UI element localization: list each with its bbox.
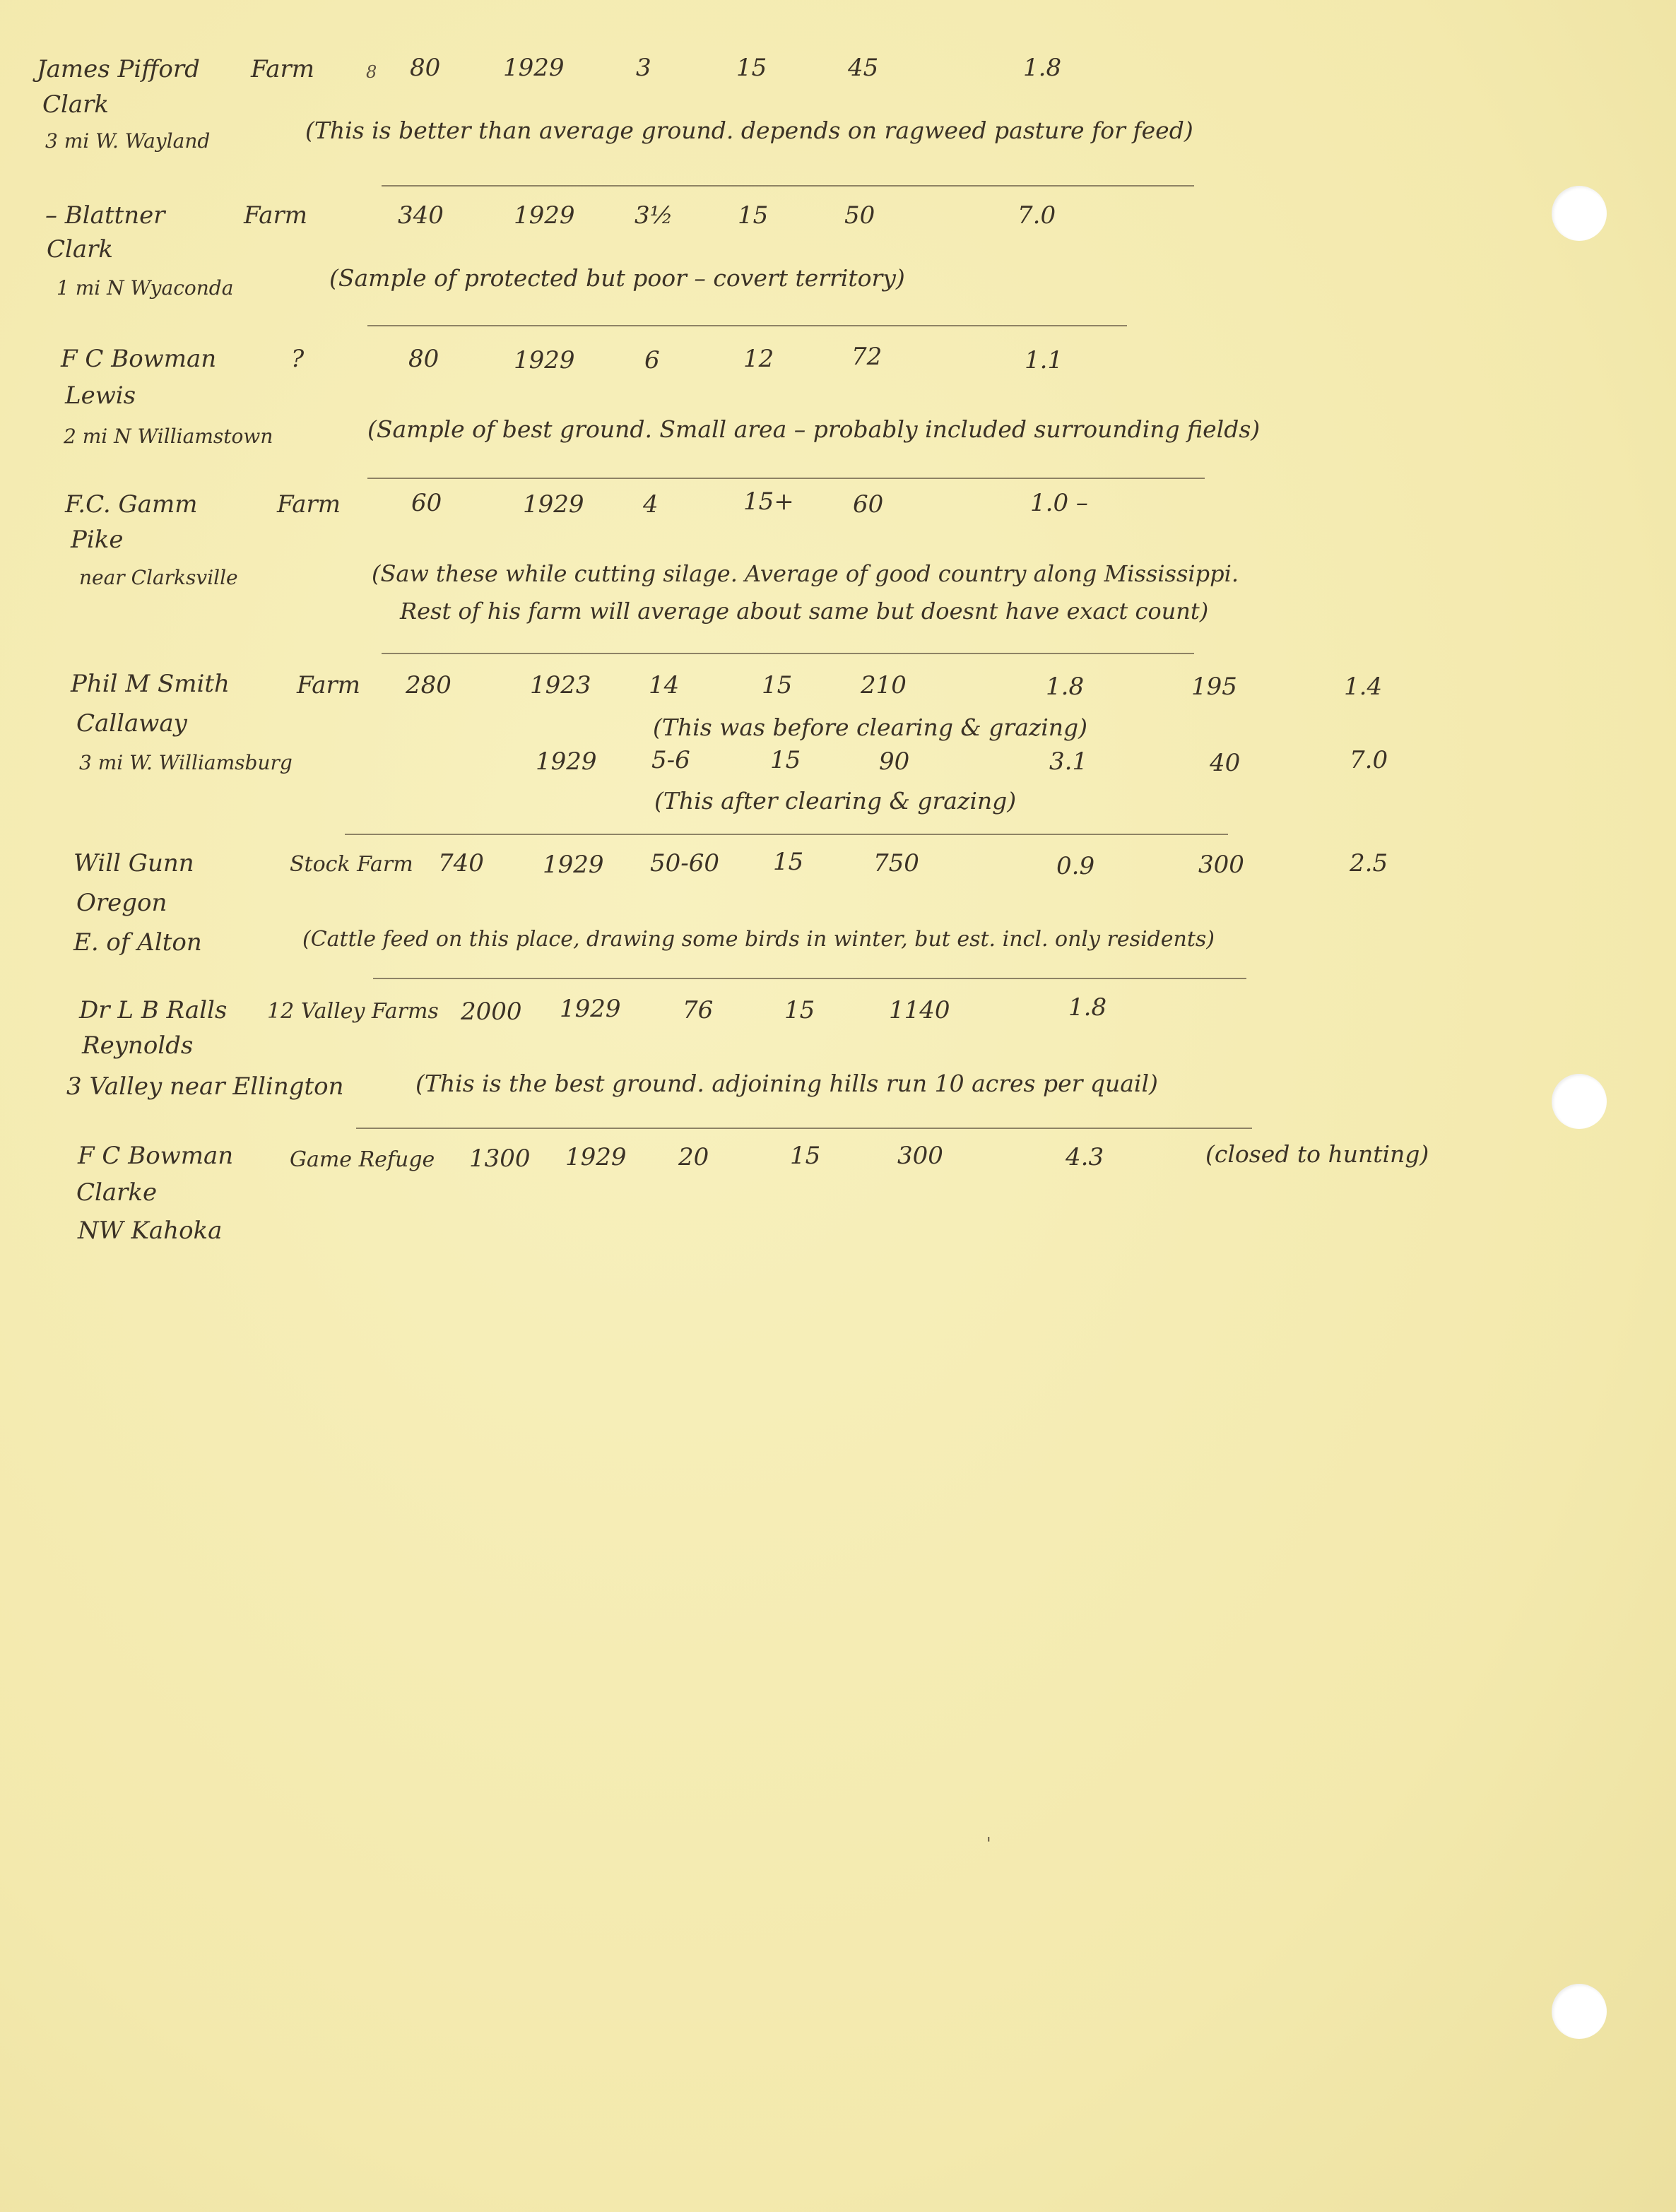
entry-owner: Will Gunn: [73, 849, 194, 877]
entry-location: 2 mi N Williamstown: [64, 425, 273, 448]
entry-acres: 80: [408, 345, 439, 373]
entry-county: Clark: [42, 90, 110, 119]
margin-mark: 8: [366, 62, 377, 82]
entry-birds-per-covey: 15: [784, 996, 815, 1024]
entry-birds-per-covey: 15: [790, 1142, 821, 1170]
divider-rule: [373, 978, 1246, 979]
entry-birds: 210: [861, 671, 907, 699]
entry-year: 1929: [503, 54, 565, 82]
entry-birds: 90: [879, 747, 910, 776]
entry-location: 3 mi W. Williamsburg: [79, 751, 293, 774]
entry-coveys: 3: [636, 54, 651, 82]
entry-type: Game Refuge: [290, 1147, 435, 1172]
entry-acres-per-bird: 3.1: [1049, 747, 1088, 776]
entry-owner: F C Bowman: [78, 1142, 234, 1170]
entry-county: Reynolds: [82, 1031, 194, 1060]
entry-year: 1929: [560, 995, 621, 1023]
entry-location: near Clarksville: [79, 566, 238, 589]
entry-note: (This is the best ground. adjoining hills run 10 acres per quail): [415, 1070, 1158, 1097]
entry-extra2: 1.4: [1344, 673, 1383, 701]
entry-note: (This after clearing & grazing): [654, 787, 1017, 815]
entry-extra1: 300: [1198, 851, 1244, 879]
binder-hole-bottom: [1552, 1984, 1607, 2039]
entry-note: (Cattle feed on this place, drawing some birds in winter, but est. incl. only residents): [302, 927, 1215, 952]
entry-acres: 2000: [461, 998, 522, 1026]
entry-note: (This is better than average ground. depends on ragweed pasture for feed): [305, 117, 1193, 144]
entry-acres-per-bird: 1.0 –: [1030, 489, 1088, 517]
entry-year: 1929: [514, 201, 575, 230]
entry-owner: Phil M Smith: [71, 670, 230, 698]
entry-county: Callaway: [76, 709, 187, 738]
entry-acres: 340: [398, 201, 444, 230]
entry-year: 1929: [565, 1143, 627, 1171]
entry-acres: 60: [411, 489, 442, 517]
entry-county: Oregon: [76, 889, 167, 917]
entry-coveys: 50-60: [650, 849, 720, 877]
entry-birds-per-covey: 15: [770, 746, 801, 774]
entry-type: 12 Valley Farms: [267, 999, 439, 1024]
entry-note: Rest of his farm will average about same but doesnt have exact count): [400, 598, 1209, 625]
entry-acres-per-bird: 1.1: [1025, 346, 1063, 374]
entry-owner: James Pifford: [37, 55, 200, 83]
entry-owner: Dr L B Ralls: [79, 996, 228, 1024]
entry-county: Clarke: [76, 1178, 158, 1207]
entry-county: Pike: [71, 526, 124, 554]
entry-acres-per-bird: 7.0: [1017, 201, 1056, 230]
entry-location: NW Kahoka: [78, 1217, 223, 1245]
binder-hole-middle: [1552, 1074, 1607, 1129]
entry-year: 1929: [536, 747, 597, 776]
entry-acres: 740: [438, 849, 484, 877]
entry-coveys: 14: [649, 671, 680, 699]
entry-acres-per-bird: 1.8: [1023, 54, 1062, 82]
divider-rule: [367, 478, 1205, 479]
entry-birds-per-covey: 15: [762, 671, 793, 699]
entry-year: 1923: [530, 671, 591, 699]
entry-year: 1929: [514, 346, 575, 374]
entry-extra1: 195: [1191, 673, 1237, 701]
divider-rule: [367, 325, 1127, 326]
entry-coveys: 5-6: [651, 746, 690, 774]
entry-birds-per-covey: 15: [736, 54, 767, 82]
entry-acres: 1300: [469, 1145, 531, 1173]
divider-rule: [382, 653, 1194, 654]
entry-type: Farm: [297, 671, 361, 699]
entry-acres-per-bird: 1.8: [1046, 673, 1085, 701]
entry-birds: 60: [853, 490, 884, 519]
entry-location: E. of Alton: [73, 928, 202, 957]
entry-type: ?: [291, 345, 305, 373]
entry-birds-per-covey: 15+: [743, 487, 794, 516]
entry-acres-per-bird: 4.3: [1066, 1143, 1104, 1171]
entry-county: Clark: [47, 235, 114, 264]
entry-birds: 300: [897, 1142, 943, 1170]
entry-location: 3 Valley near Ellington: [66, 1072, 344, 1101]
entry-location: 1 mi N Wyaconda: [57, 276, 234, 300]
entry-coveys: 20: [678, 1143, 709, 1171]
entry-acres: 80: [410, 54, 441, 82]
entry-extra2: 2.5: [1350, 849, 1388, 877]
entry-type: Stock Farm: [290, 852, 413, 877]
entry-note: (Sample of protected but poor – covert territory): [329, 264, 905, 292]
entry-birds-per-covey: 15: [738, 201, 769, 230]
entry-year: 1929: [523, 490, 584, 519]
divider-rule: [345, 834, 1228, 835]
entry-birds: 750: [873, 849, 919, 877]
binder-hole-top: [1552, 186, 1607, 241]
entry-birds: 1140: [889, 996, 950, 1024]
entry-coveys: 3½: [635, 201, 673, 230]
entry-type: Farm: [244, 201, 308, 230]
entry-type: Farm: [251, 55, 315, 83]
entry-extra2: 7.0: [1350, 746, 1388, 774]
entry-birds: 72: [851, 343, 883, 371]
entry-note: (closed to hunting): [1205, 1140, 1429, 1168]
entry-note: (Sample of best ground. Small area – probably included surrounding fields): [367, 415, 1261, 443]
entry-birds-per-covey: 12: [743, 345, 774, 373]
entry-acres: 280: [406, 671, 452, 699]
divider-rule: [382, 185, 1194, 187]
entry-coveys: 6: [644, 346, 660, 374]
entry-county: Lewis: [65, 382, 136, 410]
entry-owner: F.C. Gamm: [65, 490, 198, 519]
entry-owner: F C Bowman: [61, 345, 217, 373]
stray-mark: ': [986, 1834, 991, 1854]
divider-rule: [356, 1128, 1252, 1129]
entry-location: 3 mi W. Wayland: [45, 129, 211, 153]
entry-birds: 45: [848, 54, 879, 82]
entry-birds-per-covey: 15: [773, 848, 804, 876]
entry-coveys: 76: [683, 996, 714, 1024]
entry-note: (Saw these while cutting silage. Average of good country along Mississippi.: [372, 560, 1239, 587]
entry-owner: – Blattner: [45, 201, 165, 230]
entry-extra1: 40: [1210, 749, 1241, 777]
entry-coveys: 4: [643, 490, 659, 519]
entry-year: 1929: [543, 851, 604, 879]
entry-acres-per-bird: 0.9: [1056, 852, 1095, 880]
entry-type: Farm: [277, 490, 341, 519]
entry-birds: 50: [844, 201, 875, 230]
entry-acres-per-bird: 1.8: [1068, 993, 1107, 1022]
entry-note: (This was before clearing & grazing): [653, 714, 1088, 741]
